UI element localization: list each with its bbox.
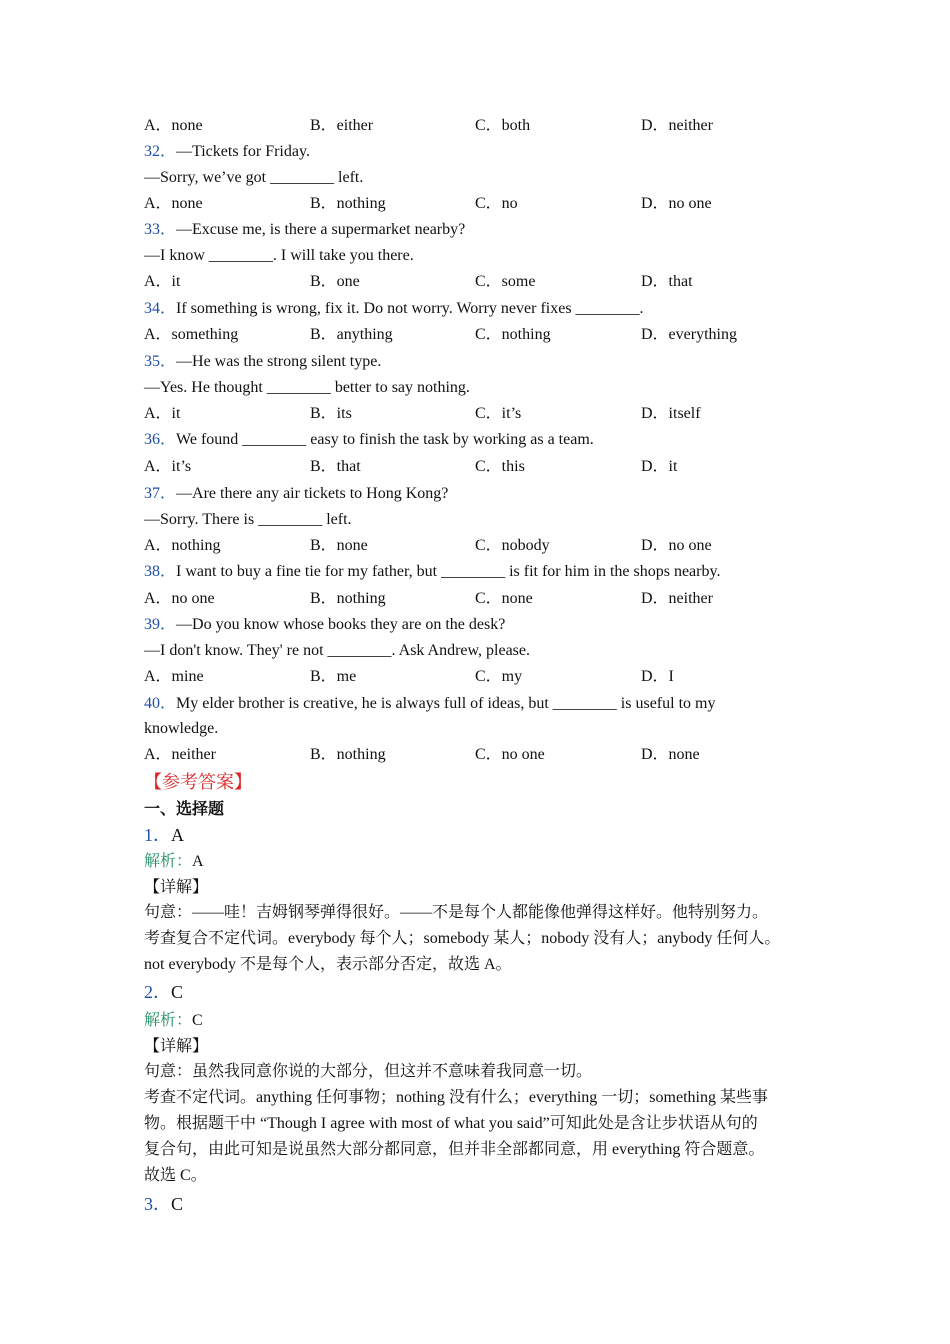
question-number: 33．	[144, 221, 177, 238]
question-33-line2: —I know ________. I will take you there.	[144, 247, 414, 264]
answer-value: C	[171, 1194, 184, 1214]
question-text: I want to buy a fine tie for my father, but ________ is fit for him in the shops nearby.	[176, 563, 721, 580]
question-38	[144, 562, 720, 582]
option-d: D．I	[641, 668, 674, 685]
option-a: A．it’s	[144, 458, 192, 475]
answer-value: A	[171, 825, 184, 845]
question-32-line2: —Sorry, we’ve got ________ left.	[144, 169, 364, 186]
answer-2-line: 物。根据题干中 “Though I agree with most of what you said”可知此处是含让步状语从句的	[144, 1115, 758, 1132]
question-39	[144, 615, 505, 635]
option-c: C．this	[475, 458, 525, 475]
question-text: —Are there any air tickets to Hong Kong?	[176, 485, 449, 502]
question-text: —Excuse me, is there a supermarket nearby?	[176, 221, 466, 238]
question-text: —He was the strong silent type.	[176, 353, 382, 370]
option-b: B．nothing	[310, 195, 386, 212]
option-d: D．no one	[641, 537, 712, 554]
option-d: D．it	[641, 458, 678, 475]
answer-1-jiexi	[144, 852, 204, 872]
option-b: B．nothing	[310, 590, 386, 607]
answer-1	[144, 825, 184, 847]
answer-1-line: not everybody 不是每个人，表示部分否定，故选 A。	[144, 956, 512, 973]
answer-number: 3．	[144, 1194, 171, 1214]
option-c: C．no	[475, 195, 518, 212]
question-34	[144, 299, 644, 319]
option-d: D．that	[641, 273, 693, 290]
option-c: C．my	[475, 668, 523, 685]
option-d: D．itself	[641, 405, 701, 422]
option-b: B．its	[310, 405, 352, 422]
option-b: B．none	[310, 537, 368, 554]
answer-2	[144, 982, 183, 1004]
question-number: 36．	[144, 431, 177, 448]
option-a: A．mine	[144, 668, 204, 685]
answer-2-line: 句意：虽然我同意你说的大部分，但这并不意味着我同意一切。	[144, 1063, 593, 1080]
question-33	[144, 220, 465, 240]
answers-header: 【参考答案】	[144, 772, 252, 792]
jiexi-value: C	[192, 1012, 203, 1029]
question-32	[144, 142, 310, 162]
question-35	[144, 352, 381, 372]
question-36	[144, 430, 594, 450]
option-b: B．either	[310, 117, 374, 134]
question-text: —Tickets for Friday.	[176, 143, 310, 160]
option-c: C．nobody	[475, 537, 550, 554]
question-37	[144, 484, 448, 504]
option-d: D．no one	[641, 195, 712, 212]
question-number: 32．	[144, 143, 177, 160]
jiexi-value: A	[192, 853, 204, 870]
option-b: B．one	[310, 273, 360, 290]
option-a: A．no one	[144, 590, 215, 607]
question-text: If something is wrong, fix it. Do not worry. Worry never fixes ________.	[176, 300, 644, 317]
question-40-line2: knowledge.	[144, 720, 219, 737]
question-number: 40．	[144, 695, 177, 712]
answer-1-line: 句意：——哇！吉姆钢琴弹得很好。——不是每个人都能像他弹得这样好。他特别努力。	[144, 904, 769, 921]
option-a: A．something	[144, 326, 239, 343]
answer-3	[144, 1194, 183, 1216]
question-number: 35．	[144, 353, 177, 370]
option-b: B．nothing	[310, 746, 386, 763]
question-number: 38．	[144, 563, 177, 580]
option-c: C．nothing	[475, 326, 551, 343]
option-a: A．it	[144, 273, 181, 290]
answer-1-line: 考查复合不定代词。everybody 每个人；somebody 某人；nobody 没有人；anybody 任何人。	[144, 930, 781, 947]
option-a: A．none	[144, 195, 203, 212]
answer-number: 2．	[144, 982, 171, 1002]
option-a: A．nothing	[144, 537, 221, 554]
option-c: C．some	[475, 273, 536, 290]
question-text: We found ________ easy to finish the task by working as a team.	[176, 431, 594, 448]
answer-value: C	[171, 982, 184, 1002]
option-c: C．it’s	[475, 405, 522, 422]
answer-1-detail-label: 【详解】	[144, 879, 209, 896]
jiexi-label: 解析：	[144, 1012, 193, 1029]
option-d: D．neither	[641, 590, 713, 607]
option-c: C．none	[475, 590, 533, 607]
option-d: D．neither	[641, 117, 713, 134]
question-35-line2: —Yes. He thought ________ better to say nothing.	[144, 379, 470, 396]
option-a: A．neither	[144, 746, 216, 763]
answer-2-line: 故选 C。	[144, 1167, 207, 1184]
answer-2-line: 复合句，由此可知是说虽然大部分都同意，但并非全部都同意，用 everything 符合题意。	[144, 1141, 765, 1158]
question-37-line2: —Sorry. There is ________ left.	[144, 511, 352, 528]
option-d: D．everything	[641, 326, 737, 343]
option-a: A．it	[144, 405, 181, 422]
answer-2-jiexi	[144, 1011, 203, 1031]
option-d: D．none	[641, 746, 700, 763]
jiexi-label: 解析：	[144, 853, 193, 870]
answer-number: 1．	[144, 825, 171, 845]
option-c: C．no one	[475, 746, 545, 763]
question-40	[144, 694, 715, 714]
question-number: 39．	[144, 616, 177, 633]
option-c: C．both	[475, 117, 531, 134]
question-number: 34．	[144, 300, 177, 317]
question-text: —Do you know whose books they are on the desk?	[176, 616, 506, 633]
question-number: 37．	[144, 485, 177, 502]
option-b: B．me	[310, 668, 357, 685]
section-title: 一、选择题	[144, 801, 225, 818]
option-b: B．anything	[310, 326, 393, 343]
question-text: My elder brother is creative, he is always full of ideas, but ________ is useful to my	[176, 695, 716, 712]
answer-2-detail-label: 【详解】	[144, 1038, 209, 1055]
option-b: B．that	[310, 458, 361, 475]
option-a: A．none	[144, 117, 203, 134]
answer-2-line: 考查不定代词。anything 任何事物；nothing 没有什么；everything 一切；something 某些事	[144, 1089, 768, 1106]
question-39-line2: —I don't know. They' re not ________. Ask Andrew, please.	[144, 642, 531, 659]
